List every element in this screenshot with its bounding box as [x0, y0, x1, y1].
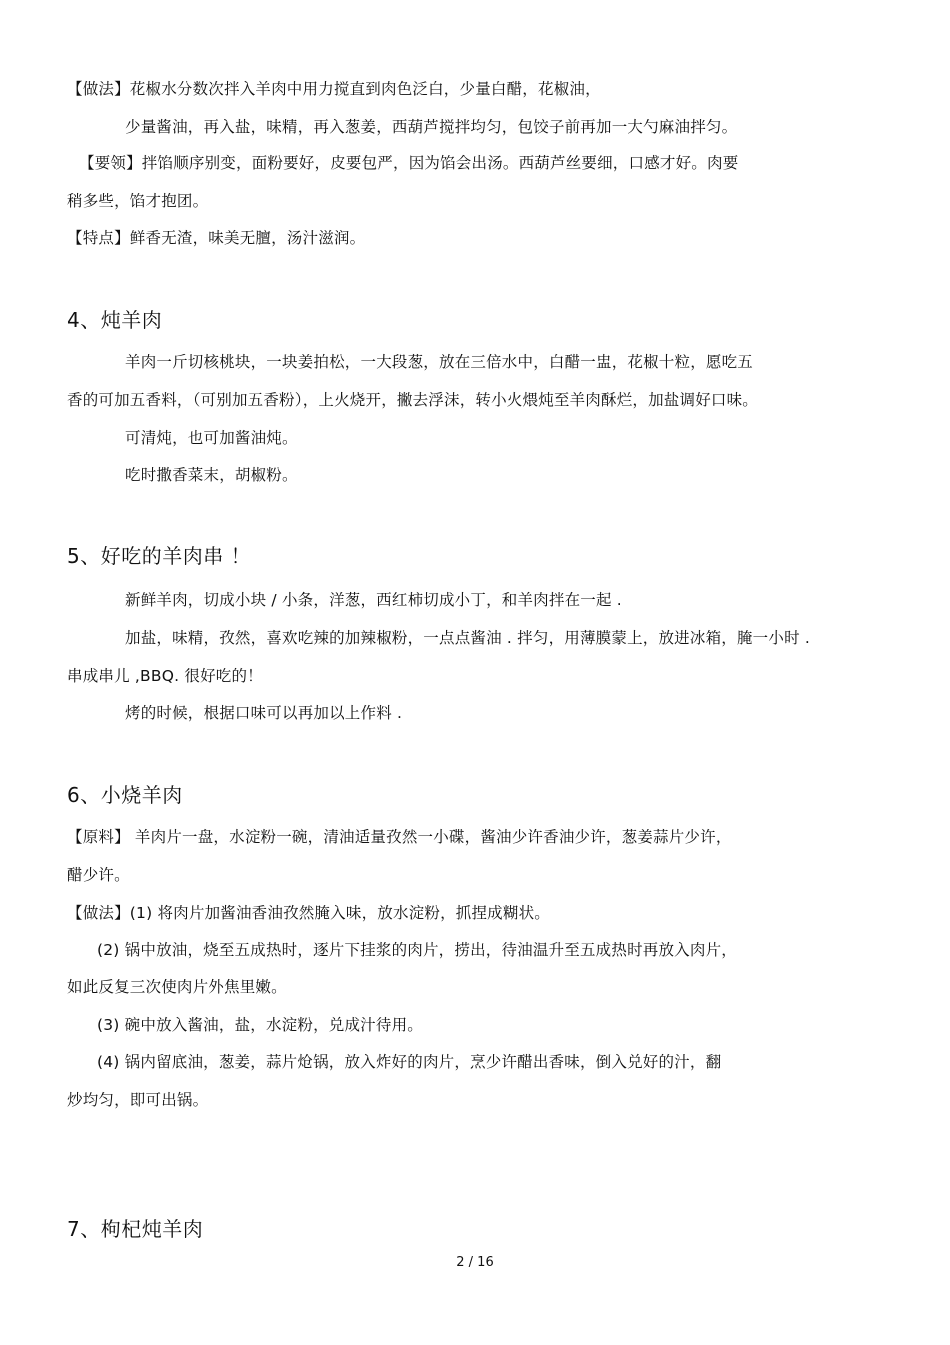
section5-line-1: 新鲜羊肉，切成小块 / 小条，洋葱，西红柿切成小丁，和羊肉拌在一起 .: [125, 591, 622, 609]
features-line: 【特点】鲜香无渣，味美无膻，汤汁滋润。: [67, 229, 366, 247]
step-4-line-2: 炒均匀，即可出锅。: [67, 1091, 209, 1109]
section4-line-4: 吃时撒香菜末，胡椒粉。: [125, 466, 298, 484]
step-3: (3) 碗中放入酱油，盐，水淀粉，兑成汁待用。: [97, 1016, 423, 1034]
section5-line-2: 加盐，味精，孜然，喜欢吃辣的加辣椒粉，一点点酱油 . 拌匀，用薄膜蒙上，放进冰箱，腌一小时 .: [125, 629, 811, 647]
method-line-2: 少量酱油，再入盐，味精，再入葱姜，西葫芦搅拌均匀，包饺子前再加一大勺麻油拌匀。: [125, 118, 738, 136]
step-2-line-2: 如此反复三次使肉片外焦里嫩。: [67, 978, 287, 996]
section-heading-5: 5、好吃的羊肉串 ！: [67, 544, 252, 568]
section4-line-2: 香的可加五香料，（可别加五香粉），上火烧开，撇去浮沫，转小火煨炖至羊肉酥烂，加盐调好口味。: [67, 391, 759, 409]
tips-line-1: 【要领】拌馅顺序别变，面粉要好，皮要包严，因为馅会出汤。西葫芦丝要细，口感才好。肉要: [79, 154, 739, 172]
method-line-1: 【做法】花椒水分数次拌入羊肉中用力搅直到肉色泛白，少量白醋，花椒油，: [67, 80, 601, 98]
page-number: 2 / 16: [456, 1255, 494, 1270]
section4-line-1: 羊肉一斤切核桃块，一块姜拍松，一大段葱，放在三倍水中，白醋一盅，花椒十粒，愿吃五: [125, 353, 754, 371]
tips-line-2: 稍多些，馅才抱团。: [67, 192, 209, 210]
section-heading-6: 6、小烧羊肉: [67, 783, 183, 807]
ingredients-line-2: 醋少许。: [67, 866, 130, 884]
section-heading-4: 4、炖羊肉: [67, 308, 163, 332]
section4-line-3: 可清炖，也可加酱油炖。: [125, 429, 298, 447]
section5-line-4: 烤的时候，根据口味可以再加以上作料 .: [125, 704, 403, 722]
section5-line-3: 串成串儿 ,BBQ. 很好吃的！: [67, 667, 263, 685]
section-heading-7: 7、枸杞炖羊肉: [67, 1217, 204, 1241]
step-1: 【做法】(1) 将肉片加酱油香油孜然腌入味，放水淀粉，抓捏成糊状。: [67, 904, 550, 922]
ingredients-line-1: 【原料】 羊肉片一盘，水淀粉一碗，清油适量孜然一小碟，酱油少许香油少许，葱姜蒜片少许，: [67, 828, 732, 846]
step-2-line-1: (2) 锅中放油，烧至五成热时，逐片下挂浆的肉片，捞出，待油温升至五成热时再放入肉片，: [97, 941, 737, 959]
step-4-line-1: (4) 锅内留底油，葱姜，蒜片炝锅，放入炸好的肉片，烹少许醋出香味，倒入兑好的汁，翻: [97, 1053, 722, 1071]
